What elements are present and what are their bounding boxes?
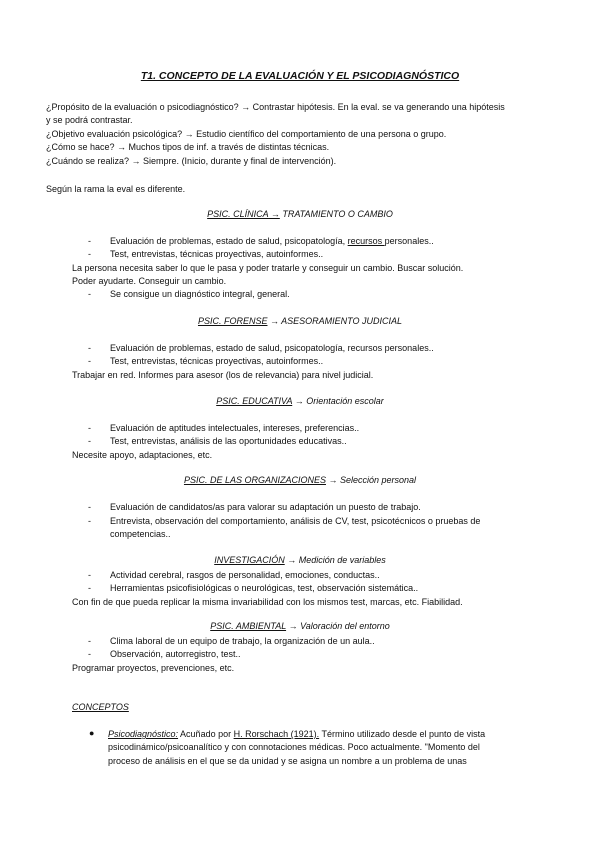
dash-marker: -: [88, 649, 91, 659]
list-item: - Clima laboral de un equipo de trabajo, la organización de un aula..: [88, 636, 375, 646]
dash-marker: -: [88, 583, 91, 593]
concept-line-3: proceso de análisis en el que se da unidad y se asigna un nombre a un problema de unas: [108, 756, 467, 766]
dash-marker: -: [88, 423, 91, 433]
heading-clinica-goal: TRATAMIENTO O CAMBIO: [279, 209, 393, 219]
section-heading-organizaciones: PSIC. DE LAS ORGANIZACIONES → Selección personal: [183, 475, 417, 485]
conceptos-heading: CONCEPTOS: [72, 702, 129, 712]
list-item: - Evaluación de candidatos/as para valorar su adaptación un puesto de trabajo.: [88, 502, 421, 512]
intro-line-4: ¿Cómo se hace? → Muchos tipos de inf. a través de distintas técnicas.: [46, 142, 330, 152]
intro-line-5: ¿Cuándo se realiza? → Siempre. (Inicio, durante y final de intervención).: [46, 156, 337, 166]
intro-line-3: ¿Objetivo evaluación psicológica? → Estudio científico del comportamiento de una persona o grupo.: [46, 129, 447, 139]
heading-clinica-label: PSIC. CLÍNICA →: [207, 209, 280, 219]
list-item: - Evaluación de problemas, estado de salud, psicopatología, recursos personales..: [88, 343, 434, 353]
dash-marker: -: [88, 502, 91, 512]
list-item: - Evaluación de aptitudes intelectuales, intereses, preferencias..: [88, 423, 360, 433]
section-heading-educativa: PSIC. EDUCATIVA → Orientación escolar: [216, 396, 384, 406]
list-item: - Herramientas psicofisiológicas o neurológicas, test, observación sistemática..: [88, 583, 419, 593]
page-title: T1. CONCEPTO DE LA EVALUACIÓN Y EL PSICODIAGNÓSTICO: [140, 70, 460, 82]
dash-marker: -: [88, 356, 91, 366]
section-heading-ambiental: PSIC. AMBIENTAL → Valoración del entorno: [210, 621, 390, 631]
concept-line-1: Psicodiagnóstico: Acuñado por H. Rorschach (1921). Término utilizado desde el punto de vista: [108, 729, 486, 739]
list-item: - Entrevista, observación del comportamiento, análisis de CV, test, psicotécnicos o pruebas de: [88, 516, 481, 526]
list-item: - Evaluación de problemas, estado de salud, psicopatología, recursos personales..: [88, 236, 434, 246]
section-heading-forense: PSIC. FORENSE → ASESORAMIENTO JUDICIAL: [197, 316, 403, 326]
dash-marker: -: [88, 636, 91, 646]
concept-line-2: psicodinámico/psicoanalítico y con connotaciones médicas. Poco actualmente. "Momento del: [108, 742, 480, 752]
list-item: - Actividad cerebral, rasgos de personalidad, emociones, conductas..: [88, 570, 380, 580]
list-item: - Test, entrevistas, técnicas proyectivas, autoinformes..: [88, 249, 324, 259]
dash-marker: -: [88, 343, 91, 353]
section-heading-clinica: [0, 209, 600, 219]
dash-marker: -: [88, 436, 91, 446]
list-item: - Test, entrevistas, técnicas proyectivas, autoinformes..: [88, 356, 324, 366]
paragraph: La persona necesita saber lo que le pasa y poder tratarle y conseguir un cambio. Buscar solución.: [72, 263, 464, 273]
bullet-marker: ●: [89, 728, 95, 738]
dash-marker: -: [88, 516, 91, 526]
paragraph: Programar proyectos, prevenciones, etc.: [72, 663, 235, 673]
paragraph: Necesite apoyo, adaptaciones, etc.: [72, 450, 213, 460]
list-item: - Se consigue un diagnóstico integral, general.: [88, 289, 290, 299]
dash-marker: -: [88, 570, 91, 580]
list-item: - Test, entrevistas, análisis de las oportunidades educativas..: [88, 436, 347, 446]
rama-text: Según la rama la eval es diferente.: [46, 184, 186, 194]
paragraph: Poder ayudarte. Conseguir un cambio.: [72, 276, 227, 286]
dash-marker: -: [88, 289, 91, 299]
intro-line-1: ¿Propósito de la evaluación o psicodiagnóstico? → Contrastar hipótesis. En la eval. se va generando una hipótesis: [46, 102, 505, 112]
dash-marker: -: [88, 249, 91, 259]
dash-marker: -: [88, 236, 91, 246]
section-heading-investigacion: INVESTIGACIÓN → Medición de variables: [214, 555, 386, 565]
list-item: - Observación, autorregistro, test..: [88, 649, 241, 659]
concept-term: Psicodiagnóstico:: [108, 729, 179, 739]
paragraph: Trabajar en red. Informes para asesor (los de relevancia) para nivel judicial.: [72, 370, 374, 380]
intro-line-2: y se podrá contrastar.: [46, 115, 133, 125]
list-item-continuation: competencias..: [110, 529, 171, 539]
paragraph: Con fin de que pueda replicar la misma invariabilidad con los mismos test, marcas, etc. Fiabilidad.: [72, 597, 463, 607]
